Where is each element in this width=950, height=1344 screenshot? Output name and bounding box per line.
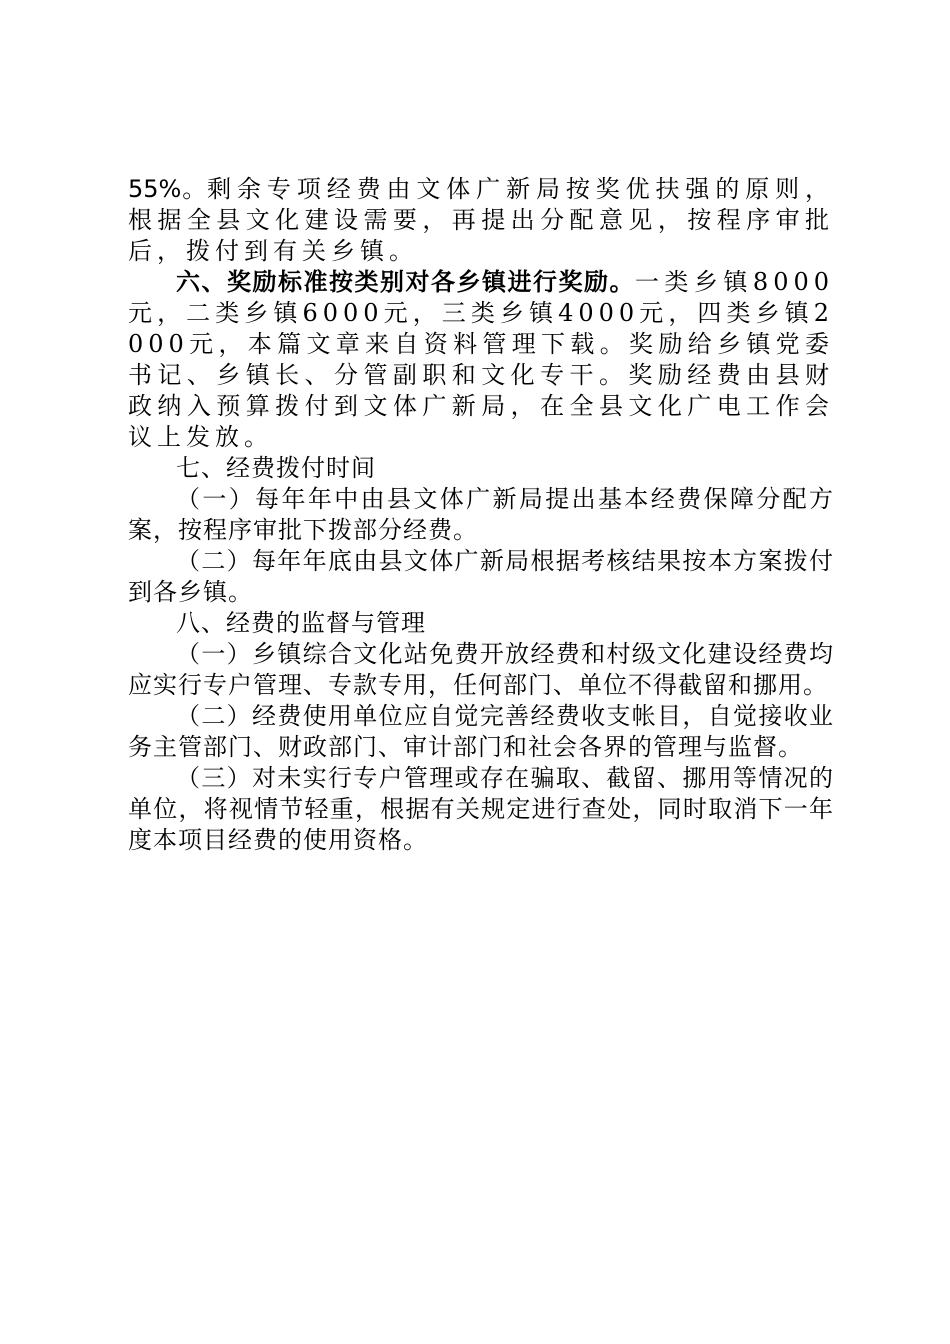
document-body — [128, 174, 834, 856]
paragraph-eight-three: （三）对未实行专户管理或存在骗取、截留、挪用等情况的单位，将视情节轻重，根据有关规定进行查处，同时取消下一年度本项目经费的使用资格。 — [128, 764, 834, 854]
paragraph-seven-two: （二）每年年底由县文体广新局根据考核结果按本方案拨付到各乡镇。 — [128, 547, 834, 606]
paragraph-seven-one: （一）每年年中由县文体广新局提出基本经费保障分配方案，按程序审批下拨部分经费。 — [128, 485, 834, 544]
paragraph-text: 一类乡镇8000元，二类乡镇6000元，三类乡镇4000元，四类乡镇2000元，本篇文章来自资料管理下载。奖励给乡镇党委书记、乡镇长、分管副职和文化专干。奖励经费由县财政纳入预算拨付到文体广新局，在全县文化广电工作会议上发放。 — [128, 268, 835, 451]
percentage-text: 55%。 — [128, 175, 208, 203]
section-heading-eight: 八、经费的监督与管理 — [176, 609, 426, 637]
paragraph-eight-two: （二）经费使用单位应自觉完善经费收支帐目，自觉接收业务主管部门、财政部门、审计部门和社会各界的管理与监督。 — [128, 702, 834, 761]
section-heading-seven: 七、经费拨付时间 — [176, 454, 376, 482]
paragraph-funding-allocation — [128, 174, 834, 267]
paragraph-eight-one: （一）乡镇综合文化站免费开放经费和村级文化建设经费均应实行专户管理、专款专用，任何部门、单位不得截留和挪用。 — [128, 640, 834, 699]
paragraph-reward-standard — [128, 267, 834, 453]
section-heading-six: 六、奖励标准按类别对各乡镇进行奖励。 — [176, 268, 635, 296]
paragraph-text: 剩余专项经费由文体广新局按奖优扶强的原则，根据全县文化建设需要，再提出分配意见，按程序审批后，拨付到有关乡镇。 — [128, 175, 835, 265]
